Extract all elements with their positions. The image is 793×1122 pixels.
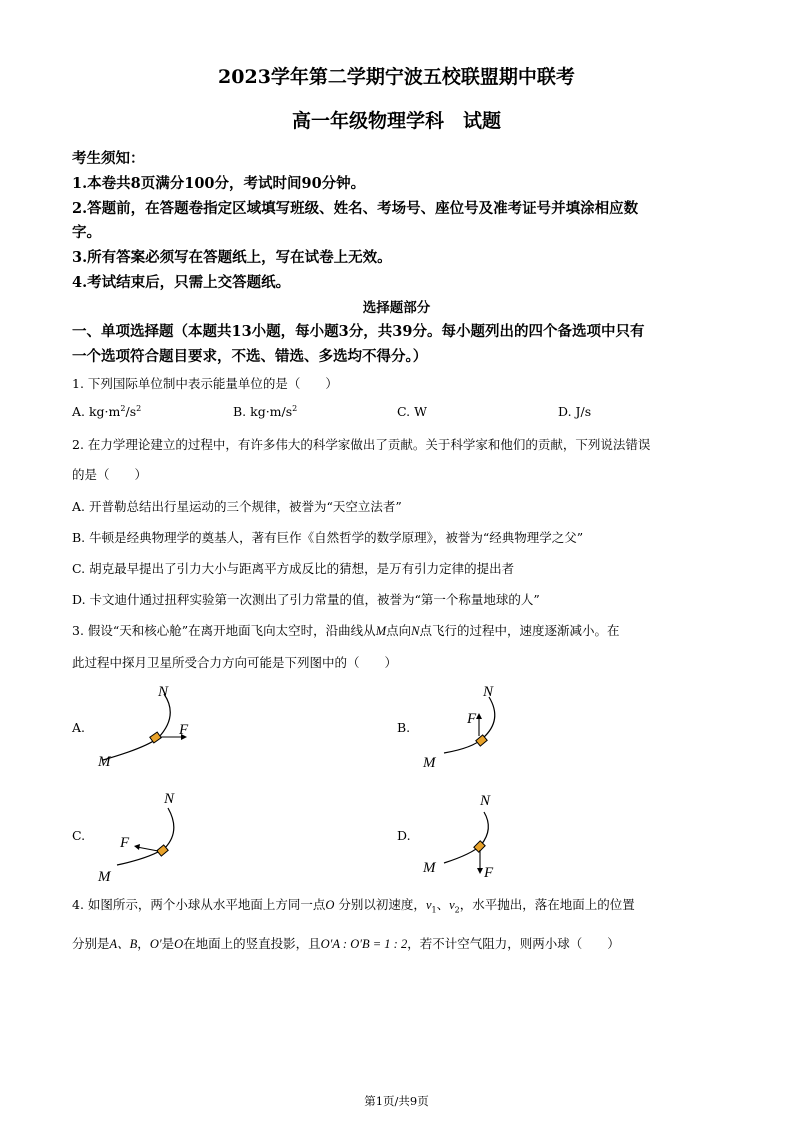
q3-stem-line-2: 此过程中探月卫星所受合力方向可能是下列图中的（ ）: [72, 655, 398, 670]
q1-option-d: D. J/s: [558, 404, 592, 419]
exam-subtitle: 高一年级物理学科 试题: [291, 110, 501, 132]
q4-stem-line-2: 分别是A、B，O′是O在地面上的竖直投影，且O′A : O′B = 1 : 2，若不计空气阻力，则两小球（ ）: [72, 936, 620, 951]
q4-stem-line-1: 4. 如图所示，两个小球从水平地面上方同一点O 分别以初速度，$v_1$、$v_2$，水平抛出，落在地面上的位置: [72, 897, 635, 915]
force-arrow-head: [477, 868, 483, 874]
q3-stem-line-1: 3. 假设“天和核心舱”在离开地面飞向太空时，沿曲线从M点向N点飞行的过程中，速度逐渐减小。在: [72, 623, 620, 638]
section-heading-line-2: 一个选项符合题目要求，不选、错选、多选均不得分。）: [72, 348, 428, 365]
label-M: M: [98, 754, 111, 770]
q1-option-b: B. $kg\cdot m/s^2$: [233, 403, 298, 419]
label-N: N: [158, 684, 169, 700]
label-M: M: [423, 860, 436, 876]
capsule-body: [476, 735, 487, 746]
label-F: F: [467, 711, 477, 727]
q3-figure-b: [420, 680, 540, 780]
q1-option-a: A. $kg\cdot m^2/s^2$: [72, 403, 142, 419]
q2-stem-line-1: 2. 在力学理论建立的过程中，有许多伟大的科学家做出了贡献。关于科学家和他们的贡献，下列说法错误: [72, 437, 651, 452]
notice-line-4: 4.考试结束后，只需上交答题纸。: [72, 274, 291, 291]
q3-option-d-label: D.: [397, 828, 411, 843]
label-F: F: [179, 722, 189, 738]
q1-option-c: C. W: [397, 404, 427, 419]
q2-option-d: D. 卡文迪什通过扭秤实验第一次测出了引力常量的值，被誉为“第一个称量地球的人”: [72, 592, 540, 607]
page-footer: 第1页/共9页: [364, 1094, 429, 1108]
q3-figure-d: [420, 785, 540, 885]
q3-figure-c: [95, 785, 215, 885]
label-F: F: [484, 865, 494, 881]
label-F: F: [120, 835, 130, 851]
capsule-body: [150, 732, 161, 743]
notice-line-3: 3.所有答案必须写在答题纸上，写在试卷上无效。: [72, 249, 392, 266]
label-M: M: [98, 869, 111, 885]
label-N: N: [480, 793, 491, 809]
q3-option-a-label: A.: [72, 720, 86, 735]
notice-line-2: 2.答题前，在答题卷指定区域填写班级、姓名、考场号、座位号及准考证号并填涂相应数: [72, 200, 639, 217]
label-N: N: [164, 791, 175, 807]
q3-option-b-label: B.: [397, 720, 411, 735]
label-M: M: [423, 755, 436, 771]
q2-option-b: B. 牛顿是经典物理学的奠基人，著有巨作《自然哲学的数学原理》，被誉为“经典物理学之父”: [72, 530, 584, 545]
force-arrow-shaft: [137, 847, 158, 851]
section-heading-line-1: 一、单项选择题（本题共13小题，每小题3分，共39分。每小题列出的四个备选项中只有: [72, 323, 645, 340]
force-arrow-head: [134, 844, 140, 850]
trajectory-curve: [444, 812, 488, 863]
notice-line-2-cont: 字。: [72, 224, 101, 241]
label-N: N: [483, 684, 494, 700]
q3-figure-a: [95, 680, 215, 780]
notice-line-1: 1.本卷共8页满分100分，考试时间90分钟。: [72, 175, 366, 192]
q2-option-a: A. 开普勒总结出行星运动的三个规律，被誉为“天空立法者”: [72, 499, 402, 514]
q3-option-c-label: C.: [72, 828, 86, 843]
q2-option-c: C. 胡克最早提出了引力大小与距离平方成反比的猜想，是万有引力定律的提出者: [72, 561, 515, 576]
section-title: 选择题部分: [362, 300, 431, 316]
force-arrow-head: [476, 713, 482, 719]
exam-title: 2023学年第二学期宁波五校联盟期中联考: [218, 66, 575, 88]
q1-stem: 1. 下列国际单位制中表示能量单位的是（ ）: [72, 376, 338, 391]
q2-stem-line-2: 的是（ ）: [72, 467, 148, 482]
notice-heading: 考生须知：: [72, 150, 145, 167]
trajectory-curve: [103, 694, 170, 760]
